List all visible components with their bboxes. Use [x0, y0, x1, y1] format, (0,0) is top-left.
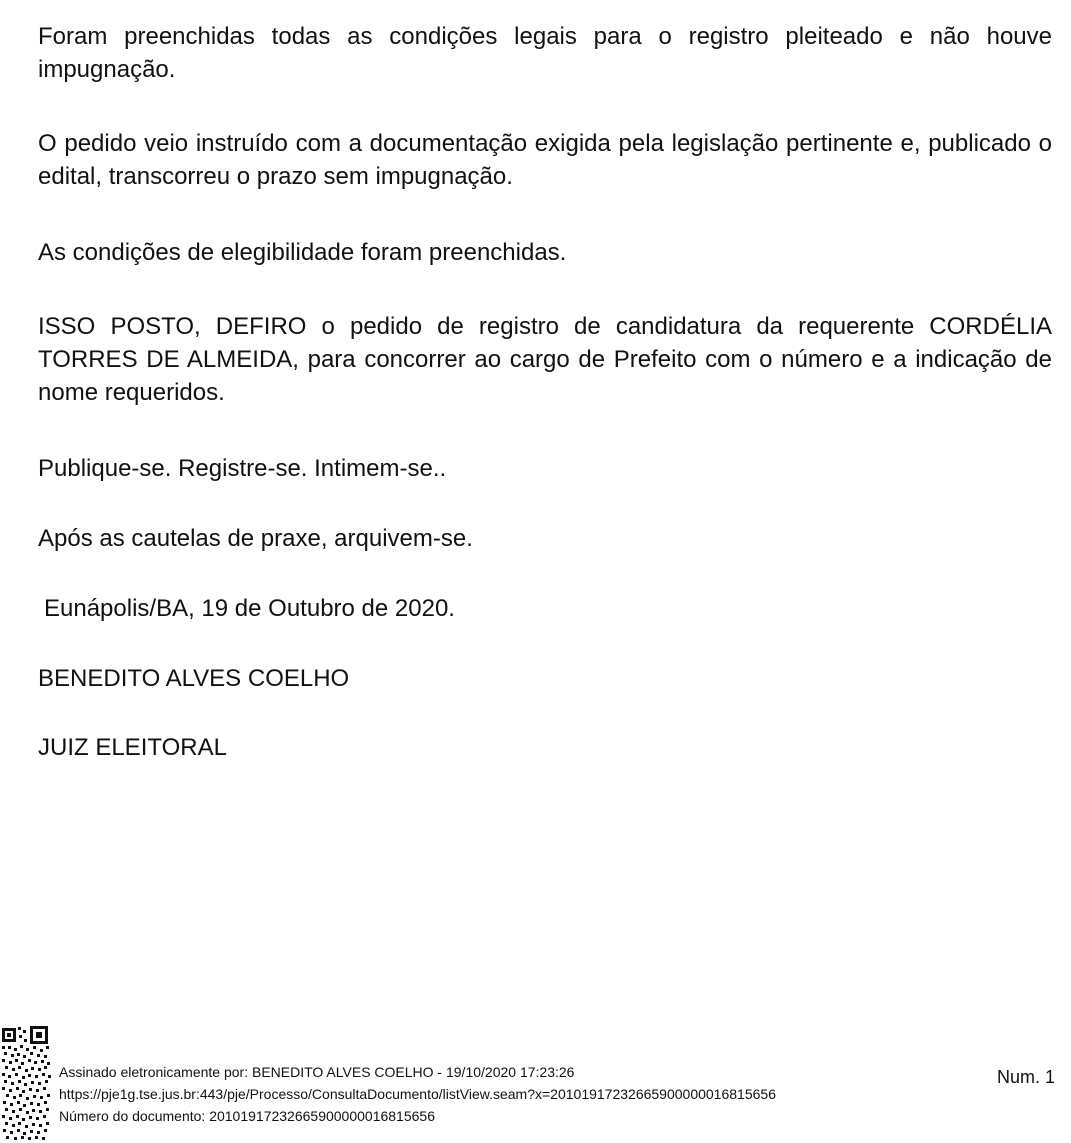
- paragraph-archive: Após as cautelas de praxe, arquivem-se.: [38, 525, 473, 552]
- paragraph-documentation: O pedido veio instruído com a documentação exigida pela legislação pertinente e, publicado o edital, transcorreu o prazo sem impugnação.: [38, 130, 1052, 190]
- paragraph-publish: Publique-se. Registre-se. Intimem-se..: [38, 455, 447, 482]
- signed-by-line: Assinado eletronicamente por: BENEDITO ALVES COELHO - 19/10/2020 17:23:26: [59, 1064, 575, 1080]
- qr-code-icon: [0, 1024, 52, 1142]
- document-url-link[interactable]: https://pje1g.tse.jus.br:443/pje/Processo/ConsultaDocumento/listView.seam?x=20101917232665900000016815656: [59, 1086, 776, 1102]
- paragraph-decision: ISSO POSTO, DEFIRO o pedido de registro de candidatura da requerente CORDÉLIA TORRES DE ALMEIDA, para concorrer ao cargo de Prefeito com o número e a indicação de nome requeridos.: [38, 313, 1052, 406]
- judge-title: JUIZ ELEITORAL: [38, 734, 227, 761]
- document-number-line: Número do documento: 20101917232665900000016815656: [59, 1108, 435, 1124]
- paragraph-eligibility: As condições de elegibilidade foram preenchidas.: [38, 239, 567, 266]
- page-number: Num. 1: [996, 1067, 1055, 1087]
- signature-footer: [0, 1022, 1071, 1143]
- judge-name: BENEDITO ALVES COELHO: [38, 665, 350, 692]
- place-date: Eunápolis/BA, 19 de Outubro de 2020.: [44, 595, 455, 622]
- signature-info: [59, 1061, 776, 1127]
- paragraph-conditions: Foram preenchidas todas as condições legais para o registro pleiteado e não houve impugnação.: [38, 23, 1052, 83]
